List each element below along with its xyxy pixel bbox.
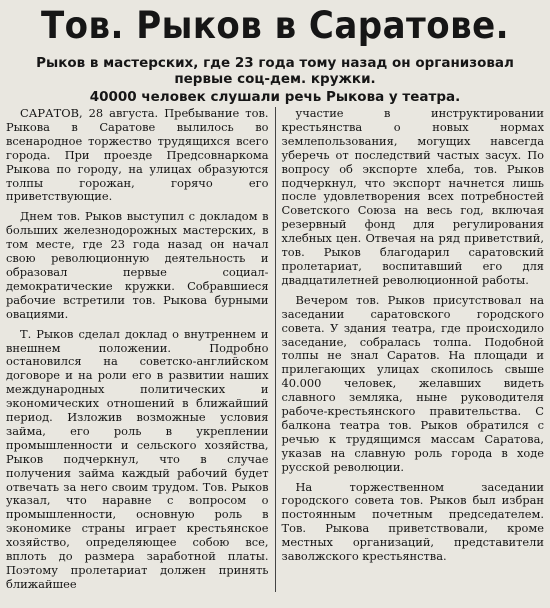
article-subheading-2: 40000 человек слушали речь Рыкова у театра. bbox=[89, 89, 461, 105]
article-column-right bbox=[275, 107, 545, 592]
article-paragraph: Днем тов. Рыков выступил с докладом в больших железнодорожных мастерских, в том месте, где 23 года назад он начал свою революционную деятельность и образовал первые социал-демократические кружки. Собравшиеся рабочие встретили тов. Рыкова бурными овациями. bbox=[6, 209, 269, 321]
article-paragraph: участие в инструктировании крестьянства о новых нормах землепользования, могущих навсегда уберечь от последствий частых засух. По вопросу об экспорте хлеба, тов. Рыков подчеркнул, что экспорт начнется лишь после удовлетворения всех потребностей Советского Союза на весь год, включая резервный фонд для регулирования хлебных цен. Отвечая на ряд приветствий, тов. Рыков благодарил саратовский пролетариат, воспитавший его для двадцатилетней революционной работы. bbox=[281, 106, 544, 287]
article-paragraph: Т. Рыков сделал доклад о внутреннем и внешнем положении. Подробно остановился на советско-английском договоре и на роли его в развитии наших международных политических и экономических отношений в ближайший период. Изложив возможные условия займа, его роль в укреплении промышленности и сельского хозяйства, Рыков подчеркнул, что в случае получения займа каждый рабочий будет отвечать за него своим трудом. Тов. Рыков указал, что наравне с вопросом о промышленности, основную роль в экономике страны играет крестьянское хозяйство, определяющее собою все, вплоть до размера заработной платы. Поэтому пролетариат должен принять ближайшее bbox=[6, 326, 269, 591]
article-paragraph: САРАТОВ, 28 августа. Пребывание тов. Рыкова в Саратове вылилось во всенародное торжество трудящихся всего города. При проезде Предсовнаркома Рыкова по городу, на улицах образуются толпы горожан, горячо его приветствующие. bbox=[6, 106, 269, 204]
article-paragraph: На торжественном заседании городского совета тов. Рыков был избран постоянным почетным председателем. Тов. Рыкова приветствовали, кроме местных организаций, представители заволжского крестьянства. bbox=[281, 479, 544, 564]
article-body bbox=[6, 107, 544, 592]
article-paragraph: Вечером тов. Рыков присутствовал на заседании саратовского городского совета. У здания театра, где происходило заседание, собралась толпа. Подобной толпы не знал Саратов. На площади и прилегающих улицах скопилось свыше 40.000 человек, желавших видеть славного земляка, ныне руководителя рабоче-крестьянского правительства. С балкона театра тов. Рыков обратился с речью к трудящимся массам Саратова, указав на славную роль города в ходе русской революции. bbox=[281, 292, 544, 474]
article-column-left bbox=[6, 107, 275, 592]
article-subheading-1: Рыков в мастерских, где 23 года тому назад он организовал первые соц-дем. кружки. bbox=[36, 55, 514, 87]
article-headline: Тов. Рыков в Саратове. bbox=[40, 4, 510, 47]
